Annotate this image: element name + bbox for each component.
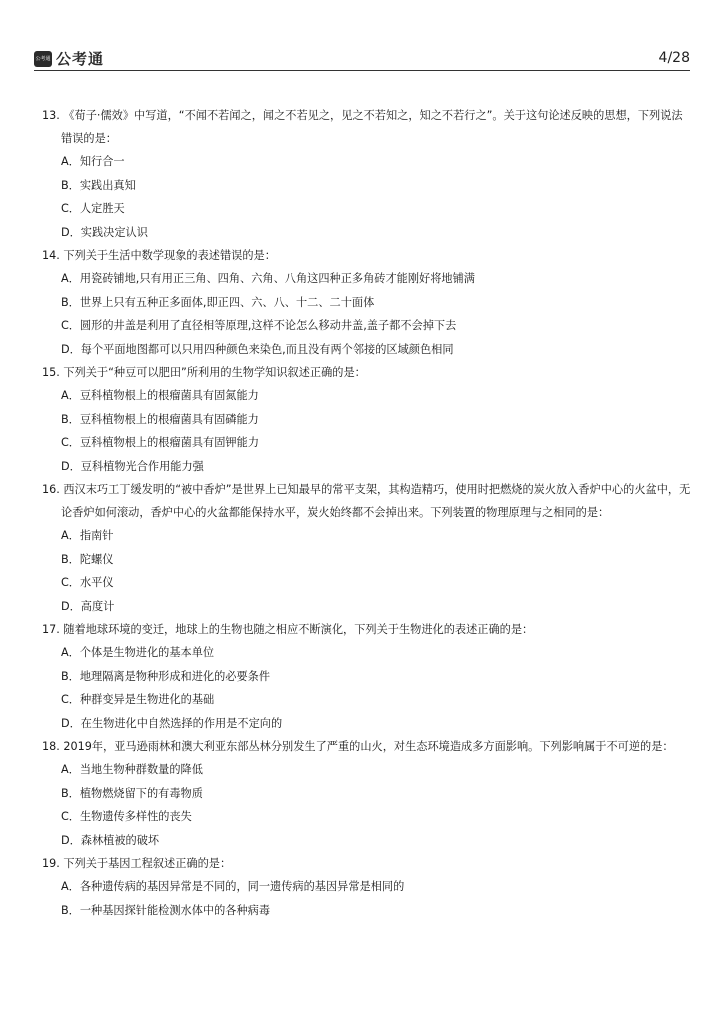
option-c: C．生物遗传多样性的丧失 xyxy=(61,810,192,823)
option-d: D．高度计 xyxy=(61,599,115,613)
question-stem: 18. 2019年，亚马逊雨林和澳大利亚东部丛林分别发生了严重的山火，对生态环境造成多方面影响。下列影响属于不可逆的是： xyxy=(42,740,674,753)
option-a: A．知行合一 xyxy=(61,155,125,168)
question-stem: 13. 《荀子·儒效》中写道，“不闻不若闻之，闻之不若见之，见之不若知之，知之不若行之”。关于这句论述反映的思想，下列说法错误的是： xyxy=(42,109,683,145)
option-c: C．种群变异是生物进化的基础 xyxy=(61,693,215,706)
logo xyxy=(34,48,104,69)
logo-text: 公考通 xyxy=(56,50,105,68)
option-b: B．豆科植物根上的根瘤菌具有固磷能力 xyxy=(61,412,259,426)
option-a: A．各种遗传病的基因异常是不同的，同一遗传病的基因异常是相同的 xyxy=(61,880,405,893)
option-d: D．每个平面地图都可以只用四种颜色来染色,而且没有两个邻接的区域颜色相同 xyxy=(61,342,454,356)
page-number: 4/28 xyxy=(658,50,690,66)
option-b: B．一种基因探针能检测水体中的各种病毒 xyxy=(61,903,271,917)
option-c: C．豆科植物根上的根瘤菌具有固钾能力 xyxy=(61,436,260,449)
question-stem: 19. 下列关于基因工程叙述正确的是： xyxy=(42,857,232,870)
option-b: B．实践出真知 xyxy=(61,178,136,192)
question-19 xyxy=(42,852,692,922)
question-stem: 16. 西汉末巧工丁缓发明的“被中香炉”是世界上已知最早的常平支架，其构造精巧，使用时把燃烧的炭火放入香炉中心的火盆中，无论香炉如何滚动，香炉中心的火盆都能保持水平，炭火始终都不会掉出来。下列装置的物理原理与之相同的是： xyxy=(42,483,691,519)
option-a: A．指南针 xyxy=(61,529,114,542)
option-d: D．在生物进化中自然选择的作用是不定向的 xyxy=(61,716,283,730)
option-d: D．森林植被的破坏 xyxy=(61,833,160,847)
question-16 xyxy=(42,478,692,618)
option-a: A．当地生物种群数量的降低 xyxy=(61,763,203,776)
question-15 xyxy=(42,361,692,478)
question-13 xyxy=(42,104,692,244)
option-a: A．个体是生物进化的基本单位 xyxy=(61,646,215,659)
option-c: C．圆形的井盖是利用了直径相等原理,这样不论怎么移动井盖,盖子都不会掉下去 xyxy=(61,319,457,332)
page-header xyxy=(34,44,690,71)
question-stem: 15. 下列关于“种豆可以肥田”所利用的生物学知识叙述正确的是： xyxy=(42,366,366,379)
option-d: D．豆科植物光合作用能力强 xyxy=(61,459,204,473)
logo-badge-icon: 公考通 xyxy=(34,51,52,67)
option-b: B．世界上只有五种正多面体,即正四、六、八、十二、二十面体 xyxy=(61,295,375,309)
option-a: A．豆科植物根上的根瘤菌具有固氮能力 xyxy=(61,389,259,402)
question-14 xyxy=(42,244,692,361)
question-list xyxy=(42,104,692,922)
option-b: B．地理隔离是物种形成和进化的必要条件 xyxy=(61,669,271,683)
question-stem: 14. 下列关于生活中数学现象的表述错误的是： xyxy=(42,249,276,262)
question-17 xyxy=(42,618,692,735)
question-18 xyxy=(42,735,692,852)
option-a: A．用瓷砖铺地,只有用正三角、四角、六角、八角这四种正多角砖才能刚好将地铺满 xyxy=(61,272,475,285)
question-stem: 17. 随着地球环境的变迁，地球上的生物也随之相应不断演化，下列关于生物进化的表述正确的是： xyxy=(42,623,534,636)
option-b: B．陀螺仪 xyxy=(61,552,114,566)
option-c: C．水平仪 xyxy=(61,576,114,589)
option-c: C．人定胜天 xyxy=(61,202,125,215)
option-d: D．实践决定认识 xyxy=(61,225,148,239)
option-b: B．植物燃烧留下的有毒物质 xyxy=(61,786,203,800)
